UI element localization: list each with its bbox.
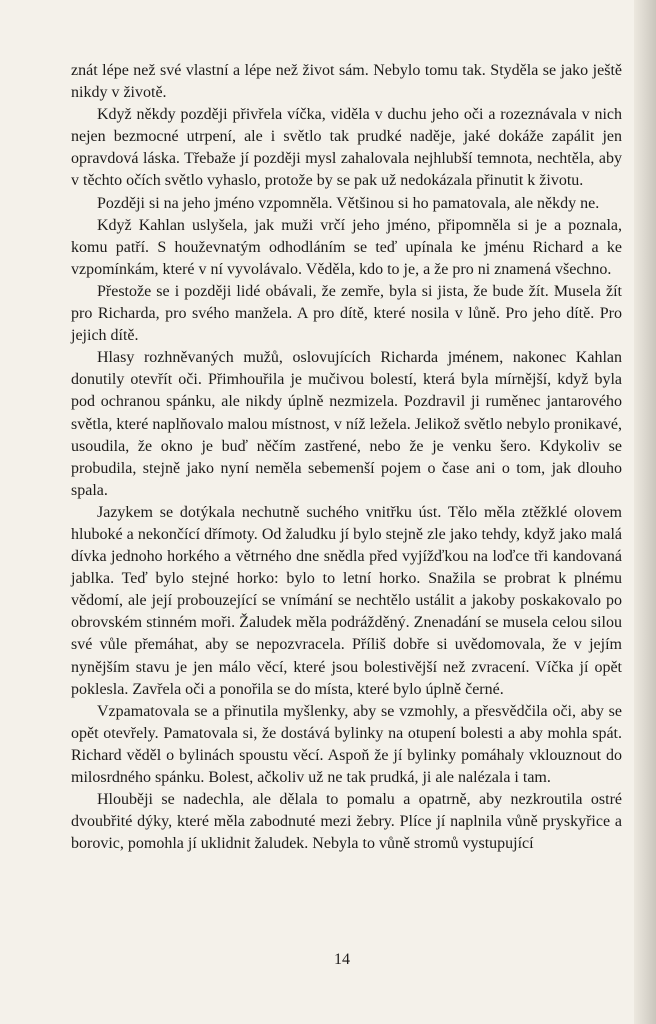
paragraph: Když někdy později přivřela víčka, viděla v duchu jeho oči a rozeznávala v nich nejen bezmocné utrpení, ale i světlo tak prudké naděje, jaké dokáže zapálit jen opravdová láska. Třebaže jí později mysl zahalovala nejhlubší temnota, nechtěla, aby v těchto očích světlo vyhaslo, protože by se pak už nedokázala přinutit k životu. [71, 106, 622, 190]
paragraph: Vzpamatovala se a přinutila myšlenky, aby se vzmohly, a přesvědčila oči, aby se opět otevřely. Pamatovala si, že dostává bylinky na otupení bolesti a aby mohla spát. Richard věděl o bylinách spoustu věcí. Aspoň že jí bylinky pomáhaly vklouznout do milosrdného spánku. Bolest, ačkoliv už ne tak prudká, ji ale nalézala i tam. [71, 702, 622, 786]
paragraph: Jazykem se dotýkala nechutně suchého vnitřku úst. Tělo měla ztěžklé olovem hluboké a nekončící dřímoty. Od žaludku jí bylo stejně zle jako tehdy, když jako malá dívka jednoho horkého a větrného dne snědla před vyjížďkou na loďce tři kandovaná jablka. Teď bylo stejné horko: bylo to letní horko. Snažila se probrat k plnému vědomí, ale její probouzející se vnímání se nechtělo ustálit a jakoby poskakovalo po obrovském stinném moři. Žaludek měla podrážděný. Znenadání se musela celou silou své vůle přemáhat, aby se nepozvracela. Příliš dobře si uvědomovala, že v jejím nynějším stavu je jen málo věcí, které jsou bolestivější než zvracení. Víčka jí opět poklesla. Zavřela oči a ponořila se do místa, které bylo úplně černé. [71, 503, 622, 698]
paragraph: Hlouběji se nadechla, ale dělala to pomalu a opatrně, aby nezkroutila ostré dvoubřité dýky, které měla zabodnuté mezi žebry. Plíce jí naplnila vůně pryskyřice a borovic, pomohla jí uklidnit žaludek. Nebyla to vůně stromů vystupující [71, 791, 622, 853]
paragraph: Hlasy rozhněvaných mužů, oslovujících Richarda jménem, nakonec Kahlan donutily otevřít oči. Přimhouřila je mučivou bolestí, která byla mírnější, když byla pod ochranou spánku, ale nikdy úplně nezmizela. Pozdravil ji ruměnec jantarového světla, které naplňovalo malou místnost, v níž ležela. Jelikož světlo nebylo pronikavé, usoudila, že okno je buď něčím zastřené, nebo že je venku šero. Kdykoliv se probudila, stejně jako nyní neměla sebemenší pojem o čase ani o tom, jak dlouho spala. [71, 349, 622, 499]
page-number: 14 [334, 951, 350, 968]
paragraph: Když Kahlan uslyšela, jak muži vrčí jeho jméno, připomněla si je a poznala, komu patří. S houževnatým odhodláním se teď upínala ke jménu Richard a ke vzpomínkám, které v ní vyvolávalo. Věděla, kdo to je, a že pro ni znamená všechno. [71, 216, 622, 278]
paragraph: Přestože se i později lidé obávali, že zemře, byla si jista, že bude žít. Musela žít pro Richarda, pro svého manžela. A pro dítě, které nosila v lůně. Pro jeho dítě. Pro jejich dítě. [71, 282, 622, 345]
paragraph: Později si na jeho jméno vzpomněla. Většinou si ho pamatovala, ale někdy ne. [97, 194, 600, 212]
page-edge-shadow [634, 0, 656, 1024]
body-text [71, 60, 622, 855]
paragraph: znát lépe než své vlastní a lépe než život sám. Nebylo tomu tak. Styděla se jako ještě nikdy v životě. [71, 62, 622, 102]
